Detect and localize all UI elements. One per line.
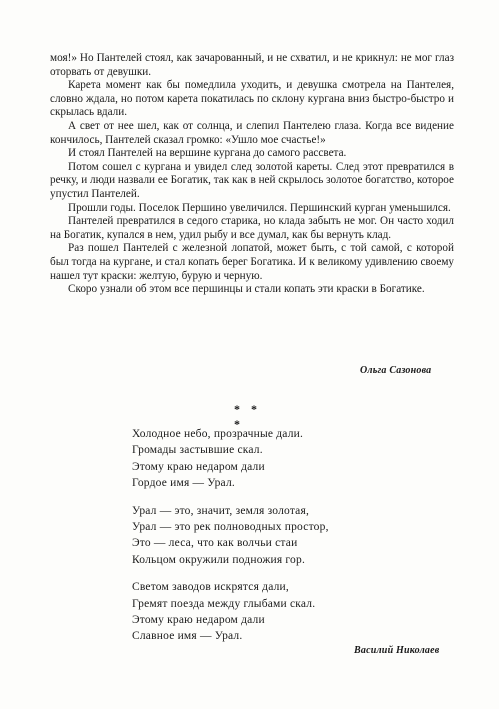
poem-author-signature: Василий Николаев bbox=[354, 645, 440, 656]
paragraph: И стоял Пантелей на вершине кургана до самого рассвета. bbox=[68, 147, 347, 160]
poem-line: Гремят поезда между глыбами скал. bbox=[132, 597, 316, 610]
poem-line: Славное имя — Урал. bbox=[132, 630, 243, 643]
poem-line: Гордое имя — Урал. bbox=[132, 477, 235, 490]
paragraph: Скоро узнали об этом все першинцы и стали копать эти краски в Богатике. bbox=[68, 283, 425, 296]
paragraph: Раз пошел Пантелей с железной лопатой, может быть, с той самой, с которой был тогда на кургане, и стал копать берег Богатика. И к великому удивлению своему нашел тут краски: желтую, бурую и черную. bbox=[50, 242, 454, 282]
poem-line: Урал — это рек полноводных простор, bbox=[132, 521, 329, 534]
section-separator: * * * bbox=[234, 402, 261, 431]
story-author-signature: Ольга Сазонова bbox=[360, 365, 432, 376]
poem-line: Кольцом окружили подножия гор. bbox=[132, 553, 306, 566]
poem-line: Громады застывшие скал. bbox=[132, 444, 263, 457]
poem-stanza bbox=[132, 579, 432, 645]
poem-line: Урал — это, значит, земля золотая, bbox=[132, 504, 310, 517]
paragraph: Пантелей превратился в седого старика, но клада забыть не мог. Он часто ходил на Богатик, купался в нем, удил рыбу и все думал, как бы вернуть клад. bbox=[50, 215, 454, 241]
poem-line: Этому краю недаром дали bbox=[132, 460, 265, 473]
story-text bbox=[50, 52, 454, 297]
paragraph: Потом сошел с кургана и увидел след золотой кареты. След этот превратился в речку, и люди назвали ее Богатик, так как в ней скрылось золотое богатство, которое упустил Пантелей. bbox=[50, 160, 454, 200]
paragraph: Карета момент как бы помедлила уходить, и девушка смотрела на Пантелея, словно ждала, но потом карета покатилась по склону кургана вниз быстро-быстро и скрылась вдали. bbox=[50, 79, 454, 119]
poem-line: Холодное небо, прозрачные дали. bbox=[132, 428, 304, 440]
poem-line: Этому краю недаром дали bbox=[132, 614, 265, 627]
poem-line: Светом заводов искрятся дали, bbox=[132, 581, 289, 594]
poem-stanza bbox=[132, 503, 432, 569]
poem-stanza bbox=[132, 426, 432, 492]
paragraph: моя!» Но Пантелей стоял, как зачарованный, и не схватил, и не крикнул: не мог глаз оторвать от девушки. bbox=[50, 52, 454, 78]
paragraph: А свет от нее шел, как от солнца, и слепил Пантелею глаза. Когда все видение кончилось, Пантелей сказал громко: «Ушло мое счастье!» bbox=[50, 119, 454, 146]
poem bbox=[132, 426, 432, 656]
paragraph: Прошли годы. Поселок Першино увеличился. Першинский курган уменьшился. bbox=[68, 201, 451, 214]
poem-line: Это — леса, что как волчьи стаи bbox=[132, 537, 298, 550]
